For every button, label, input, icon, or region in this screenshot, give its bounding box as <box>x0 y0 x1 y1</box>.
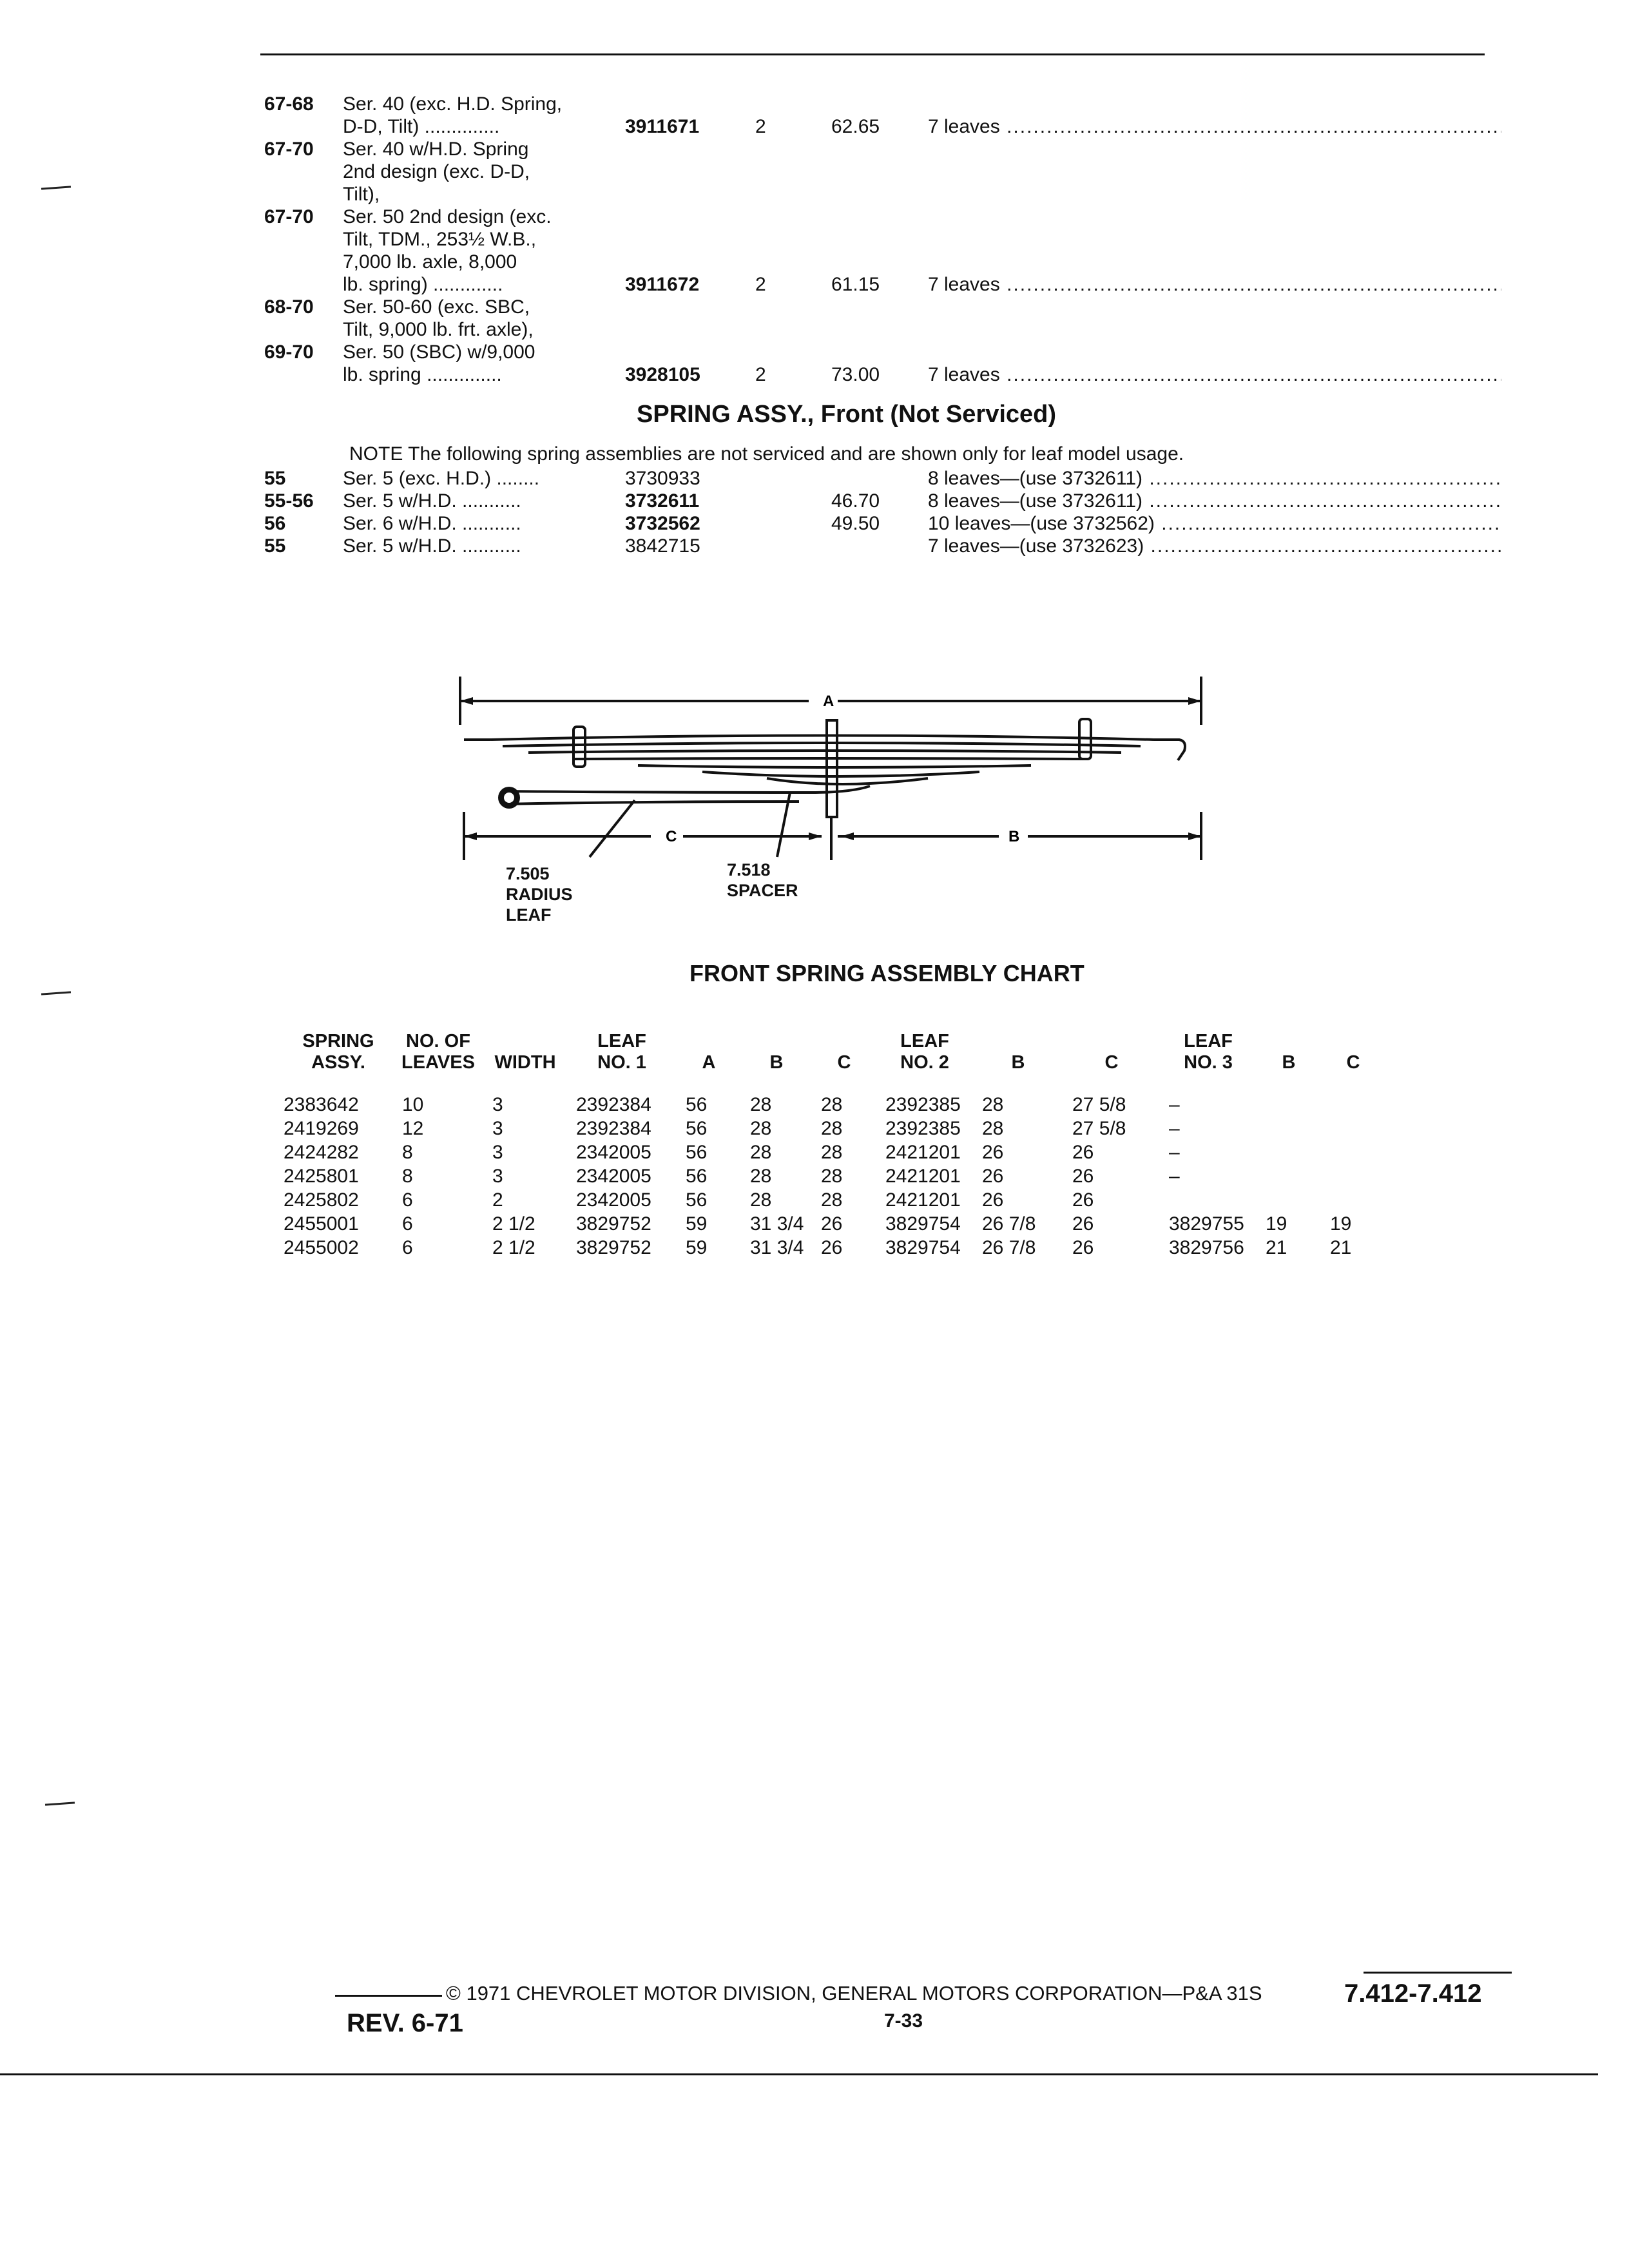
top-rule <box>260 53 1485 55</box>
table-cell: 19 <box>1266 1213 1287 1235</box>
table-row <box>284 1212 1385 1236</box>
radius-leaf-label-2: LEAF <box>506 905 552 925</box>
table-cell: 56 <box>686 1142 708 1163</box>
table-cell: 28 <box>750 1189 772 1211</box>
section-number: 7.412-7.412 <box>1344 1979 1482 2008</box>
part-row <box>264 363 1501 386</box>
chart-header-row <box>284 1031 1385 1093</box>
column-header <box>393 1031 483 1093</box>
spacer-callout <box>727 860 798 901</box>
part-row <box>264 273 1501 296</box>
part-description: Ser. 50-60 (exc. SBC, <box>343 296 530 318</box>
column-header <box>284 1031 393 1093</box>
part-description: Tilt, TDM., 253½ W.B., <box>343 229 537 250</box>
column-header <box>1321 1031 1385 1093</box>
table-cell: 26 7/8 <box>982 1213 1036 1235</box>
part-row <box>264 138 1501 160</box>
revision-date: REV. 6-71 <box>347 2009 463 2037</box>
column-header-line: LEAF <box>1184 1031 1233 1052</box>
part-row <box>264 535 1501 557</box>
table-cell: 3829756 <box>1169 1237 1244 1258</box>
table-cell: 26 <box>1072 1189 1094 1211</box>
dimension-label-a: A <box>823 693 834 710</box>
table-cell: 8 <box>402 1166 413 1187</box>
table-cell: 56 <box>686 1118 708 1139</box>
table-cell: 26 <box>1072 1166 1094 1187</box>
table-cell <box>1321 1140 1385 1164</box>
table-cell: 2342005 <box>576 1142 651 1163</box>
table-cell: 27 5/8 <box>1072 1118 1126 1139</box>
table-cell: 26 7/8 <box>982 1237 1036 1258</box>
model-year: 68-70 <box>264 296 314 318</box>
table-cell: 26 <box>1072 1237 1094 1258</box>
table-cell: 2392385 <box>885 1094 961 1115</box>
part-number: 3928105 <box>625 364 700 385</box>
table-cell: 59 <box>686 1237 708 1258</box>
table-cell: 2421201 <box>885 1166 961 1187</box>
table-cell: 2425801 <box>284 1166 359 1187</box>
table-cell <box>1257 1164 1321 1188</box>
part-row <box>264 490 1501 512</box>
part-description: Ser. 5 w/H.D. ........... <box>343 490 521 512</box>
front-spring-assembly-chart <box>284 1031 1385 1260</box>
table-cell <box>1321 1093 1385 1117</box>
table-row <box>284 1117 1385 1140</box>
table-cell: 26 <box>982 1189 1004 1211</box>
part-description: Ser. 50 2nd design (exc. <box>343 206 552 227</box>
footer-rule-left <box>335 1995 442 1997</box>
column-header <box>876 1031 973 1093</box>
table-cell: 28 <box>821 1118 843 1139</box>
part-description: Ser. 5 (exc. H.D.) ........ <box>343 468 540 489</box>
table-cell: 2421201 <box>885 1142 961 1163</box>
part-row <box>264 206 1501 228</box>
column-header <box>567 1031 677 1093</box>
table-cell: 3829755 <box>1169 1213 1244 1235</box>
table-cell: 26 <box>982 1166 1004 1187</box>
table-cell <box>1257 1188 1321 1212</box>
column-header-line: B <box>1011 1052 1025 1073</box>
table-cell: 2342005 <box>576 1166 651 1187</box>
table-cell: 28 <box>750 1142 772 1163</box>
part-description: lb. spring .............. <box>343 364 502 385</box>
part-note: 7 leaves ..... <box>928 363 1501 386</box>
table-cell: 28 <box>821 1094 843 1115</box>
table-cell: 28 <box>821 1166 843 1187</box>
table-cell: 3829754 <box>885 1213 961 1235</box>
part-number: 3732611 <box>625 490 700 512</box>
table-cell: 26 <box>1072 1213 1094 1235</box>
column-header <box>973 1031 1063 1093</box>
column-header-line: WIDTH <box>494 1052 556 1073</box>
column-header-line: A <box>702 1052 716 1073</box>
column-header-line: NO. 3 <box>1184 1052 1233 1073</box>
table-cell: 3 <box>492 1166 503 1187</box>
part-row <box>264 318 1501 341</box>
table-cell: 2383642 <box>284 1094 359 1115</box>
table-cell: 2 1/2 <box>492 1213 535 1235</box>
table-cell: 56 <box>686 1189 708 1211</box>
table-cell <box>1160 1188 1257 1212</box>
table-cell: 2342005 <box>576 1189 651 1211</box>
price: 46.70 <box>831 490 880 512</box>
table-cell: 31 3/4 <box>750 1213 804 1235</box>
part-row <box>264 341 1501 363</box>
model-year: 55-56 <box>264 490 314 512</box>
table-cell: 3829752 <box>576 1237 651 1258</box>
table-row <box>284 1093 1385 1117</box>
section-title: SPRING ASSY., Front (Not Serviced) <box>637 401 1057 428</box>
spacer-label: SPACER <box>727 881 798 900</box>
table-cell: 6 <box>402 1237 413 1258</box>
table-cell: 26 <box>821 1213 843 1235</box>
table-cell: 8 <box>402 1142 413 1163</box>
table-cell: – <box>1169 1094 1180 1115</box>
table-cell: 28 <box>982 1094 1004 1115</box>
table-cell: 2392384 <box>576 1118 651 1139</box>
column-header-line: NO. OF <box>406 1031 470 1052</box>
column-header-line: C <box>837 1052 851 1073</box>
table-cell: 28 <box>982 1118 1004 1139</box>
part-row <box>264 251 1501 273</box>
column-header-line: SPRING <box>302 1031 374 1052</box>
price: 73.00 <box>831 364 880 385</box>
column-header <box>677 1031 741 1093</box>
part-description: lb. spring) ............. <box>343 274 503 295</box>
column-header <box>483 1031 567 1093</box>
part-number: 3911671 <box>625 116 700 137</box>
table-cell: 28 <box>750 1118 772 1139</box>
price: 62.65 <box>831 116 880 137</box>
margin-mark <box>45 1802 75 1805</box>
model-year: 67-70 <box>264 206 314 227</box>
part-description: Ser. 40 w/H.D. Spring <box>343 139 529 160</box>
table-cell <box>1257 1140 1321 1164</box>
part-note: 7 leaves ..... <box>928 115 1501 138</box>
margin-mark <box>41 186 71 189</box>
model-year: 55 <box>264 468 286 489</box>
table-cell: 28 <box>821 1189 843 1211</box>
table-cell: 10 <box>402 1094 424 1115</box>
part-row <box>264 183 1501 206</box>
part-note: 7 leaves ..... <box>928 273 1501 296</box>
part-number: 3911672 <box>625 274 700 295</box>
quantity: 2 <box>755 274 766 295</box>
table-cell: 3 <box>492 1094 503 1115</box>
dimension-label-c: C <box>666 828 677 845</box>
table-cell: 26 <box>982 1142 1004 1163</box>
part-note: 8 leaves—(use 3732611) ..... <box>928 467 1501 490</box>
column-header <box>1063 1031 1160 1093</box>
table-cell: 31 3/4 <box>750 1237 804 1258</box>
dimension-label-b: B <box>1008 828 1020 845</box>
table-cell: 2392385 <box>885 1118 961 1139</box>
table-cell: 2424282 <box>284 1142 359 1163</box>
page-number: 7-33 <box>884 2010 923 2032</box>
column-header-line: LEAF <box>900 1031 949 1052</box>
copyright-line: © 1971 CHEVROLET MOTOR DIVISION, GENERAL MOTORS CORPORATION—P&A 31S <box>446 1982 1262 2004</box>
radius-leaf-callout <box>506 863 573 925</box>
part-description: Tilt, 9,000 lb. frt. axle), <box>343 319 534 340</box>
part-description: Ser. 40 (exc. H.D. Spring, <box>343 93 563 115</box>
table-cell: 3829754 <box>885 1237 961 1258</box>
not-serviced-list <box>264 467 1501 557</box>
column-header <box>1257 1031 1321 1093</box>
column-header-line: NO. 2 <box>900 1052 949 1073</box>
part-row <box>264 512 1501 535</box>
radius-leaf-label: RADIUS <box>506 885 573 904</box>
table-row <box>284 1188 1385 1212</box>
table-cell: – <box>1169 1166 1180 1187</box>
part-note: 8 leaves—(use 3732611) ..... <box>928 490 1501 512</box>
column-header-line: NO. 1 <box>597 1052 646 1073</box>
table-cell <box>1321 1164 1385 1188</box>
table-cell: 26 <box>821 1237 843 1258</box>
part-note: 10 leaves—(use 3732562) ..... <box>928 512 1501 535</box>
table-cell: 56 <box>686 1166 708 1187</box>
table-row <box>284 1164 1385 1188</box>
table-cell: – <box>1169 1118 1180 1139</box>
table-cell: 59 <box>686 1213 708 1235</box>
table-cell: 2 <box>492 1189 503 1211</box>
table-cell: 6 <box>402 1189 413 1211</box>
chart-title: FRONT SPRING ASSEMBLY CHART <box>689 960 1084 986</box>
table-cell: 26 <box>1072 1142 1094 1163</box>
column-header-line: LEAF <box>597 1031 646 1052</box>
table-cell <box>1257 1117 1321 1140</box>
footer-rule-right <box>1364 1972 1512 1974</box>
table-cell: 6 <box>402 1213 413 1235</box>
price: 49.50 <box>831 513 880 534</box>
bottom-rule <box>0 2073 1598 2075</box>
column-header-line: LEAVES <box>401 1052 475 1073</box>
margin-mark <box>41 991 71 995</box>
table-cell: 2392384 <box>576 1094 651 1115</box>
table-cell <box>1321 1117 1385 1140</box>
section-note: NOTE The following spring assemblies are not serviced and are shown only for leaf model usage. <box>349 443 1184 465</box>
table-cell: 21 <box>1330 1237 1352 1258</box>
table-cell: 2 1/2 <box>492 1237 535 1258</box>
part-row <box>264 160 1501 183</box>
table-row <box>284 1236 1385 1260</box>
table-cell: 2421201 <box>885 1189 961 1211</box>
part-description: Ser. 5 w/H.D. ........... <box>343 535 521 557</box>
model-year: 55 <box>264 535 286 557</box>
table-cell <box>1257 1093 1321 1117</box>
table-cell: 28 <box>821 1142 843 1163</box>
table-cell: 56 <box>686 1094 708 1115</box>
table-cell: 3829752 <box>576 1213 651 1235</box>
part-description: Ser. 6 w/H.D. ........... <box>343 513 521 534</box>
column-header <box>741 1031 812 1093</box>
column-header-line: B <box>769 1052 784 1073</box>
table-cell: 2455001 <box>284 1213 359 1235</box>
table-cell: 3 <box>492 1118 503 1139</box>
model-year: 67-68 <box>264 93 314 115</box>
quantity: 2 <box>755 364 766 385</box>
column-header-line: B <box>1282 1052 1296 1073</box>
table-cell: 3 <box>492 1142 503 1163</box>
table-cell: 21 <box>1266 1237 1287 1258</box>
radius-leaf-number: 7.505 <box>506 864 550 883</box>
table-cell: 2455002 <box>284 1237 359 1258</box>
table-cell: 2419269 <box>284 1118 359 1139</box>
column-header <box>812 1031 876 1093</box>
table-cell: 28 <box>750 1166 772 1187</box>
part-note: 7 leaves—(use 3732623) ..... <box>928 535 1501 557</box>
part-row <box>264 93 1501 115</box>
table-cell: 28 <box>750 1094 772 1115</box>
column-header-line: C <box>1346 1052 1360 1073</box>
model-year: 56 <box>264 513 286 534</box>
part-number: 3842715 <box>625 535 700 557</box>
table-cell: 27 5/8 <box>1072 1094 1126 1115</box>
part-description: 7,000 lb. axle, 8,000 <box>343 251 517 273</box>
part-row <box>264 467 1501 490</box>
table-row <box>284 1140 1385 1164</box>
parts-list <box>264 93 1501 386</box>
model-year: 67-70 <box>264 139 314 160</box>
part-row <box>264 228 1501 251</box>
part-description: Tilt), <box>343 184 380 205</box>
quantity: 2 <box>755 116 766 137</box>
price: 61.15 <box>831 274 880 295</box>
part-description: 2nd design (exc. D-D, <box>343 161 530 182</box>
column-header-line: ASSY. <box>311 1052 365 1073</box>
table-cell: 2425802 <box>284 1189 359 1211</box>
column-header <box>1160 1031 1257 1093</box>
table-cell: – <box>1169 1142 1180 1163</box>
part-row <box>264 296 1501 318</box>
part-description: Ser. 50 (SBC) w/9,000 <box>343 341 535 363</box>
spacer-number: 7.518 <box>727 860 771 879</box>
table-cell: 12 <box>402 1118 424 1139</box>
part-row <box>264 115 1501 138</box>
part-description: D-D, Tilt) .............. <box>343 116 500 137</box>
column-header-line: C <box>1104 1052 1119 1073</box>
table-cell <box>1321 1188 1385 1212</box>
part-number: 3732562 <box>625 513 700 534</box>
table-cell: 19 <box>1330 1213 1352 1235</box>
part-number: 3730933 <box>625 468 700 489</box>
model-year: 69-70 <box>264 341 314 363</box>
